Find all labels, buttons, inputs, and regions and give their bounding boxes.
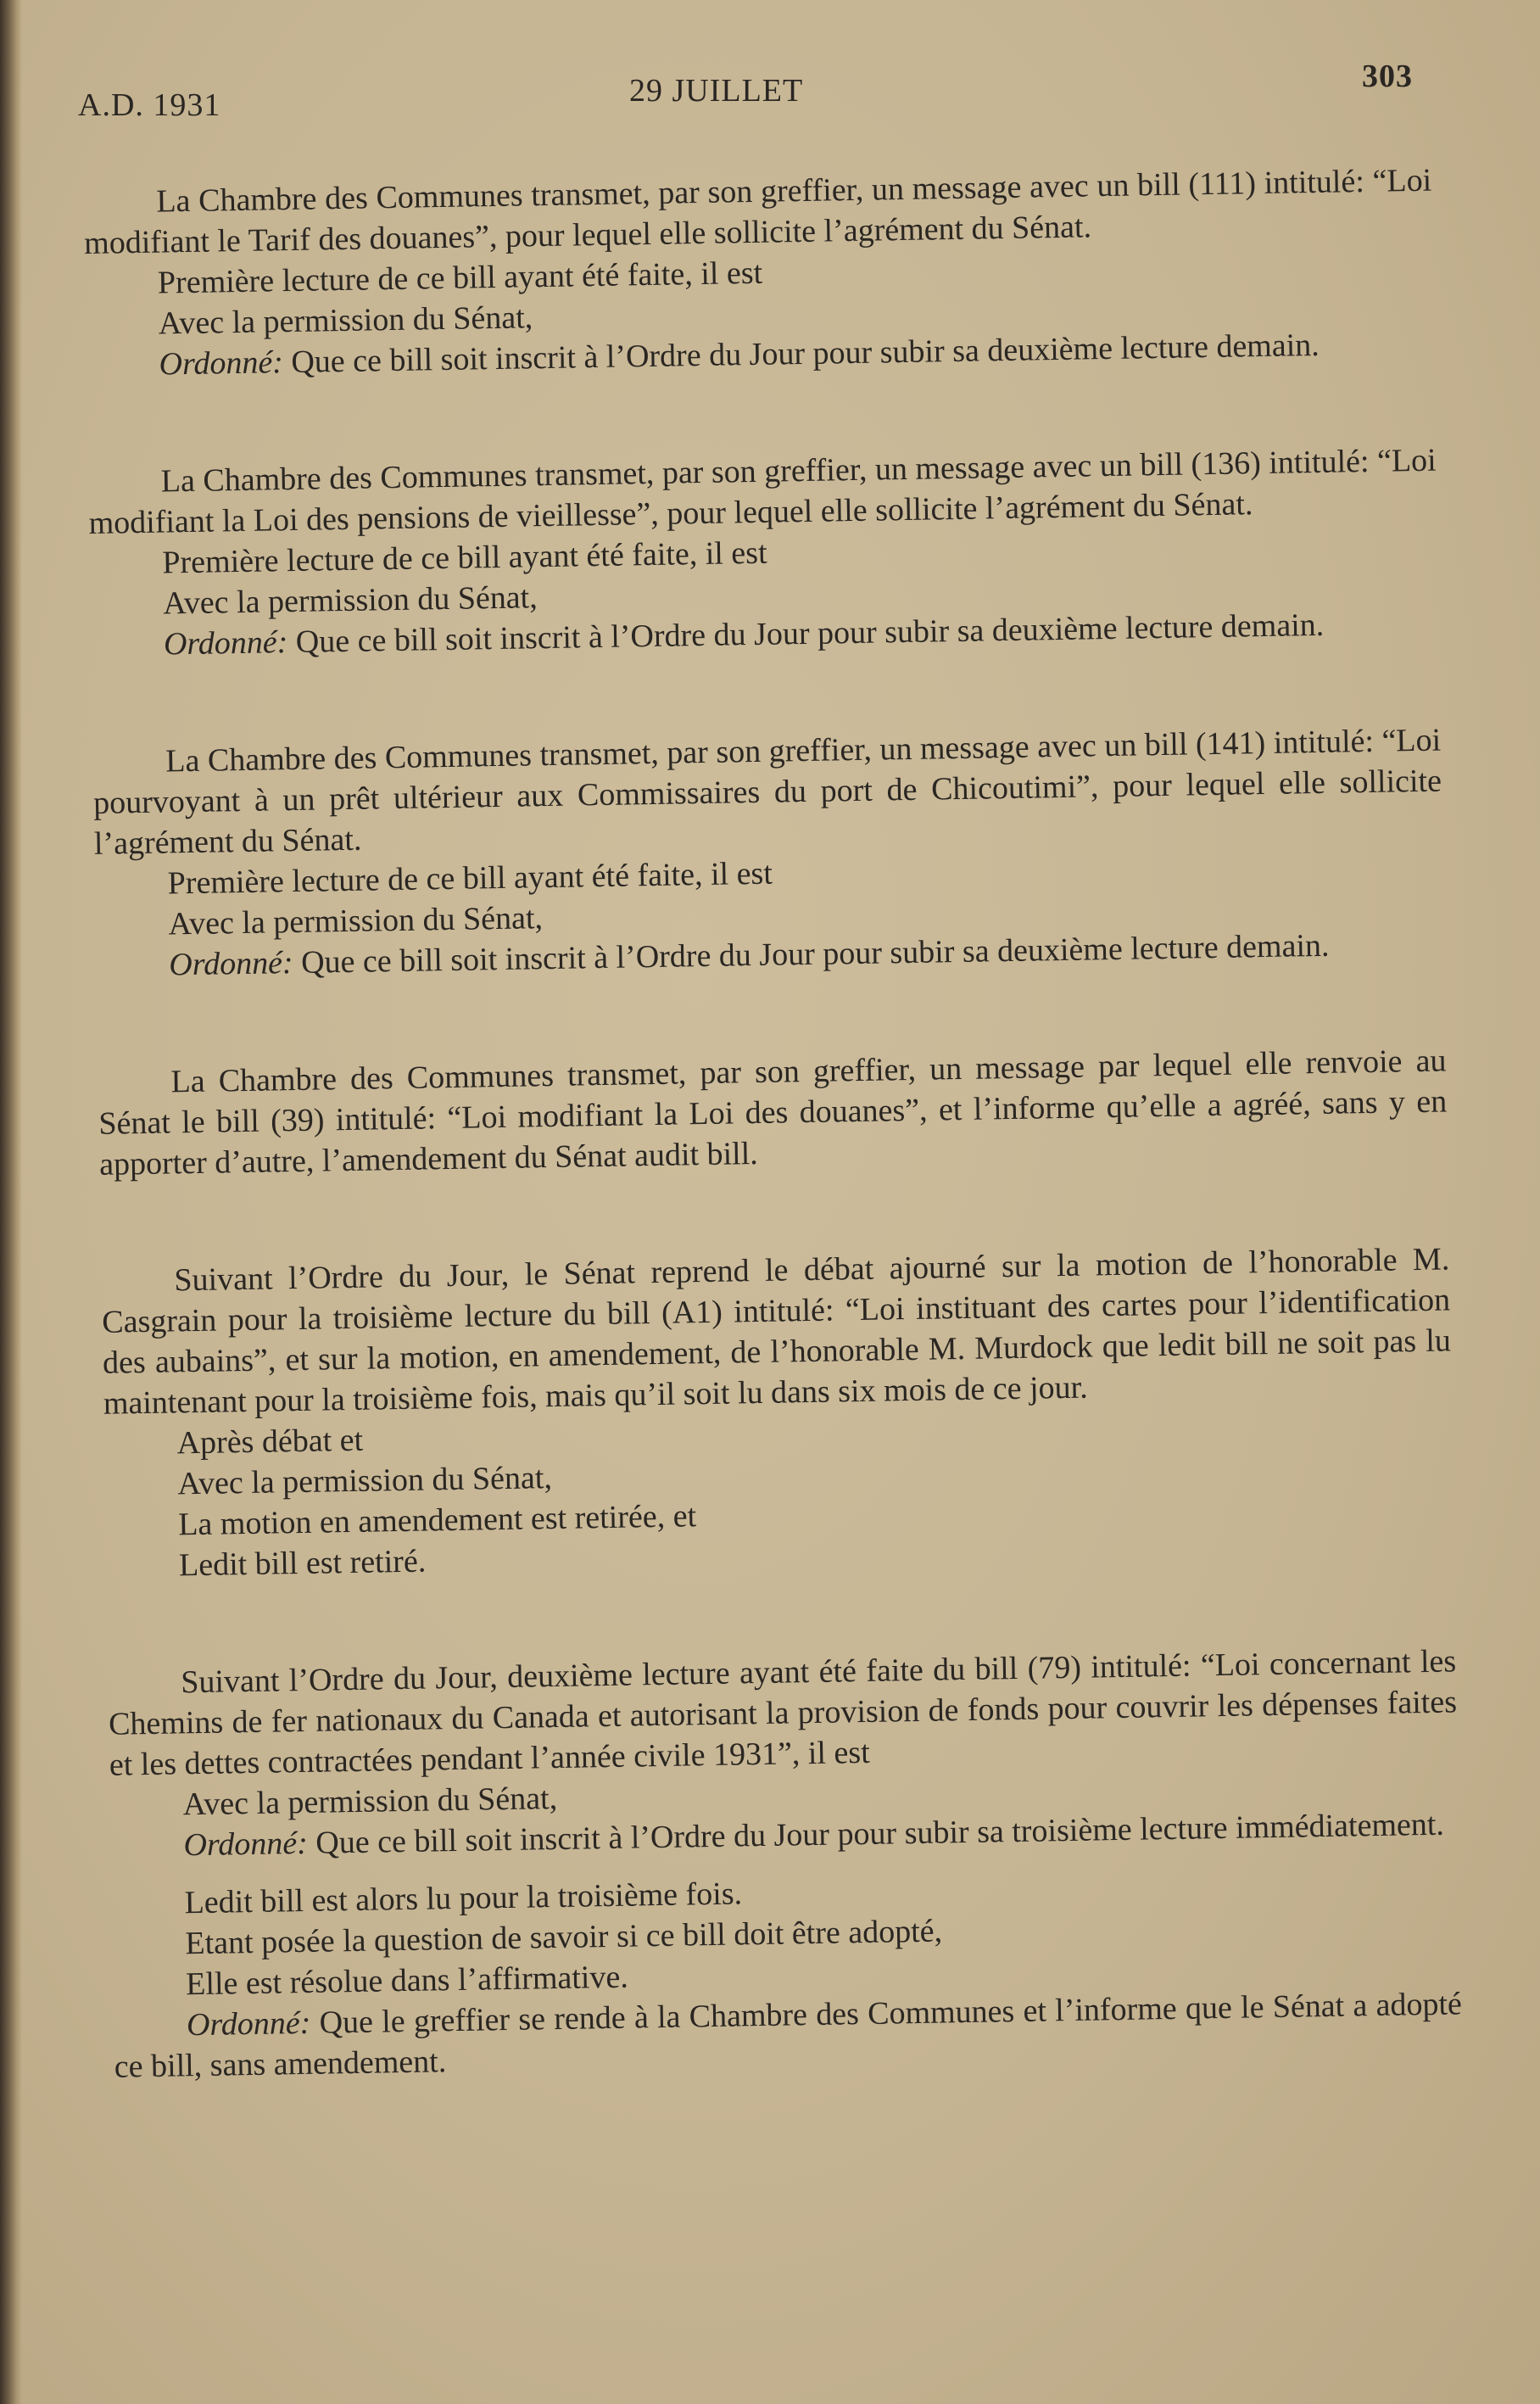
order-text: Que ce bill soit inscrit à l’Ordre du Jour pour subir sa deuxième lecture demain. — [282, 327, 1320, 381]
paragraph: La Chambre des Communes transmet, par son greffier, un message par lequel elle renvoie au Sénat le bill (39) intitulé: “Loi modifiant la Loi des douanes”, et l’informe qu’elle a agréé, sans y en apporter d’autre, l’amendement du Sénat audit bill. — [98, 1043, 1448, 1182]
order-text: Que ce bill soit inscrit à l’Ordre du Jour pour subir sa deuxième lecture demain. — [293, 927, 1330, 981]
line: La motion en amendement est retirée, et — [177, 1498, 697, 1543]
line: Avec la permission du Sénat, — [182, 1780, 558, 1823]
line: Ledit bill est retiré. — [178, 1543, 427, 1584]
order-text: Que le greffier se rende à la Chambre des Communes et l’informe que le Sénat a adopté ce bill, sans amendement. — [114, 1986, 1463, 2085]
line: Avec la permission du Sénat, — [177, 1460, 553, 1502]
page-body — [83, 160, 1465, 2164]
header-date: 29 JUILLET — [629, 73, 804, 109]
paragraph: Suivant l’Ordre du Jour, le Sénat reprend le débat ajourné sur la motion de l’honorable M. Casgrain pour la troisième lecture du bill (A1) intitulé: “Loi instituant des cartes pour l’identification des aubains”, et sur la motion, en amendement, de l’honorable M. Murdock que ledit bill ne soit pas lu maintenant pour la troisième fois, mais qu’il soit lu dans six mois de ce jour. — [101, 1241, 1452, 1422]
page-binding-edge — [0, 0, 22, 2404]
header-year: A.D. 1931 — [78, 87, 221, 123]
entry-bill-39 — [98, 1040, 1448, 1184]
line: Avec la permission du Sénat, — [162, 579, 538, 622]
page-header — [78, 59, 1413, 127]
order-label: Ordonné: — [183, 1825, 309, 1864]
line: Première lecture de ce bill ayant été faite, il est — [157, 254, 763, 301]
entry-bill-141 — [92, 720, 1445, 987]
line: Ledit bill est alors lu pour la troisième fois. — [184, 1876, 743, 1921]
order-label: Ordonné: — [168, 945, 293, 983]
line: Etant posée la question de savoir si ce bill doit être adopté, — [185, 1913, 943, 1962]
paragraph: Suivant l’Ordre du Jour, deuxième lecture ayant été faite du bill (79) intitulé: “Loi concernant les Chemins de fer nationaux du Canada et autorisant la provision de fonds pour couvrir les dépenses faites et les dettes contractées pendant l’année civile 1931”, il est — [108, 1643, 1458, 1783]
entry-bill-136 — [87, 440, 1439, 666]
paragraph: La Chambre des Communes transmet, par son greffier, un message avec un bill (136) intitulé: “Loi modifiant la Loi des pensions de vieillesse”, pour lequel elle sollicite l’agrément du Sénat. — [88, 442, 1437, 541]
entry-bill-a1 — [101, 1238, 1454, 1586]
entry-bill-79 — [108, 1641, 1463, 2087]
order-label: Ordonné: — [159, 344, 284, 383]
line: Avec la permission du Sénat, — [168, 900, 544, 942]
paragraph: La Chambre des Communes transmet, par son greffier, un message avec un bill (111) intitulé: “Loi modifiant le Tarif des douanes”, pour lequel elle sollicite l’agrément du Sénat. — [83, 162, 1432, 261]
order-text: Que ce bill soit inscrit à l’Ordre du Jour pour subir sa troisième lecture immédiatement. — [307, 1806, 1445, 1861]
order-label: Ordonné: — [186, 2004, 311, 2043]
entry-bill-111 — [83, 160, 1435, 386]
line: Elle est résolue dans l’affirmative. — [185, 1959, 629, 2003]
line: Avec la permission du Sénat, — [158, 299, 533, 342]
paragraph: La Chambre des Communes transmet, par son greffier, un message avec un bill (141) intitulé: “Loi pourvoyant à un prêt ultérieur aux Commissaires du port de Chicoutimi”, pour lequel elle sollicite l’agrément du Sénat. — [92, 722, 1442, 862]
page-number: 303 — [1362, 59, 1413, 94]
order-text: Que ce bill soit inscrit à l’Ordre du Jour pour subir sa deuxième lecture demain. — [287, 607, 1325, 661]
line: Après débat et — [176, 1422, 364, 1462]
line: Première lecture de ce bill ayant été faite, il est — [167, 855, 773, 902]
order-label: Ordonné: — [163, 624, 288, 662]
line: Première lecture de ce bill ayant été faite, il est — [162, 534, 767, 581]
